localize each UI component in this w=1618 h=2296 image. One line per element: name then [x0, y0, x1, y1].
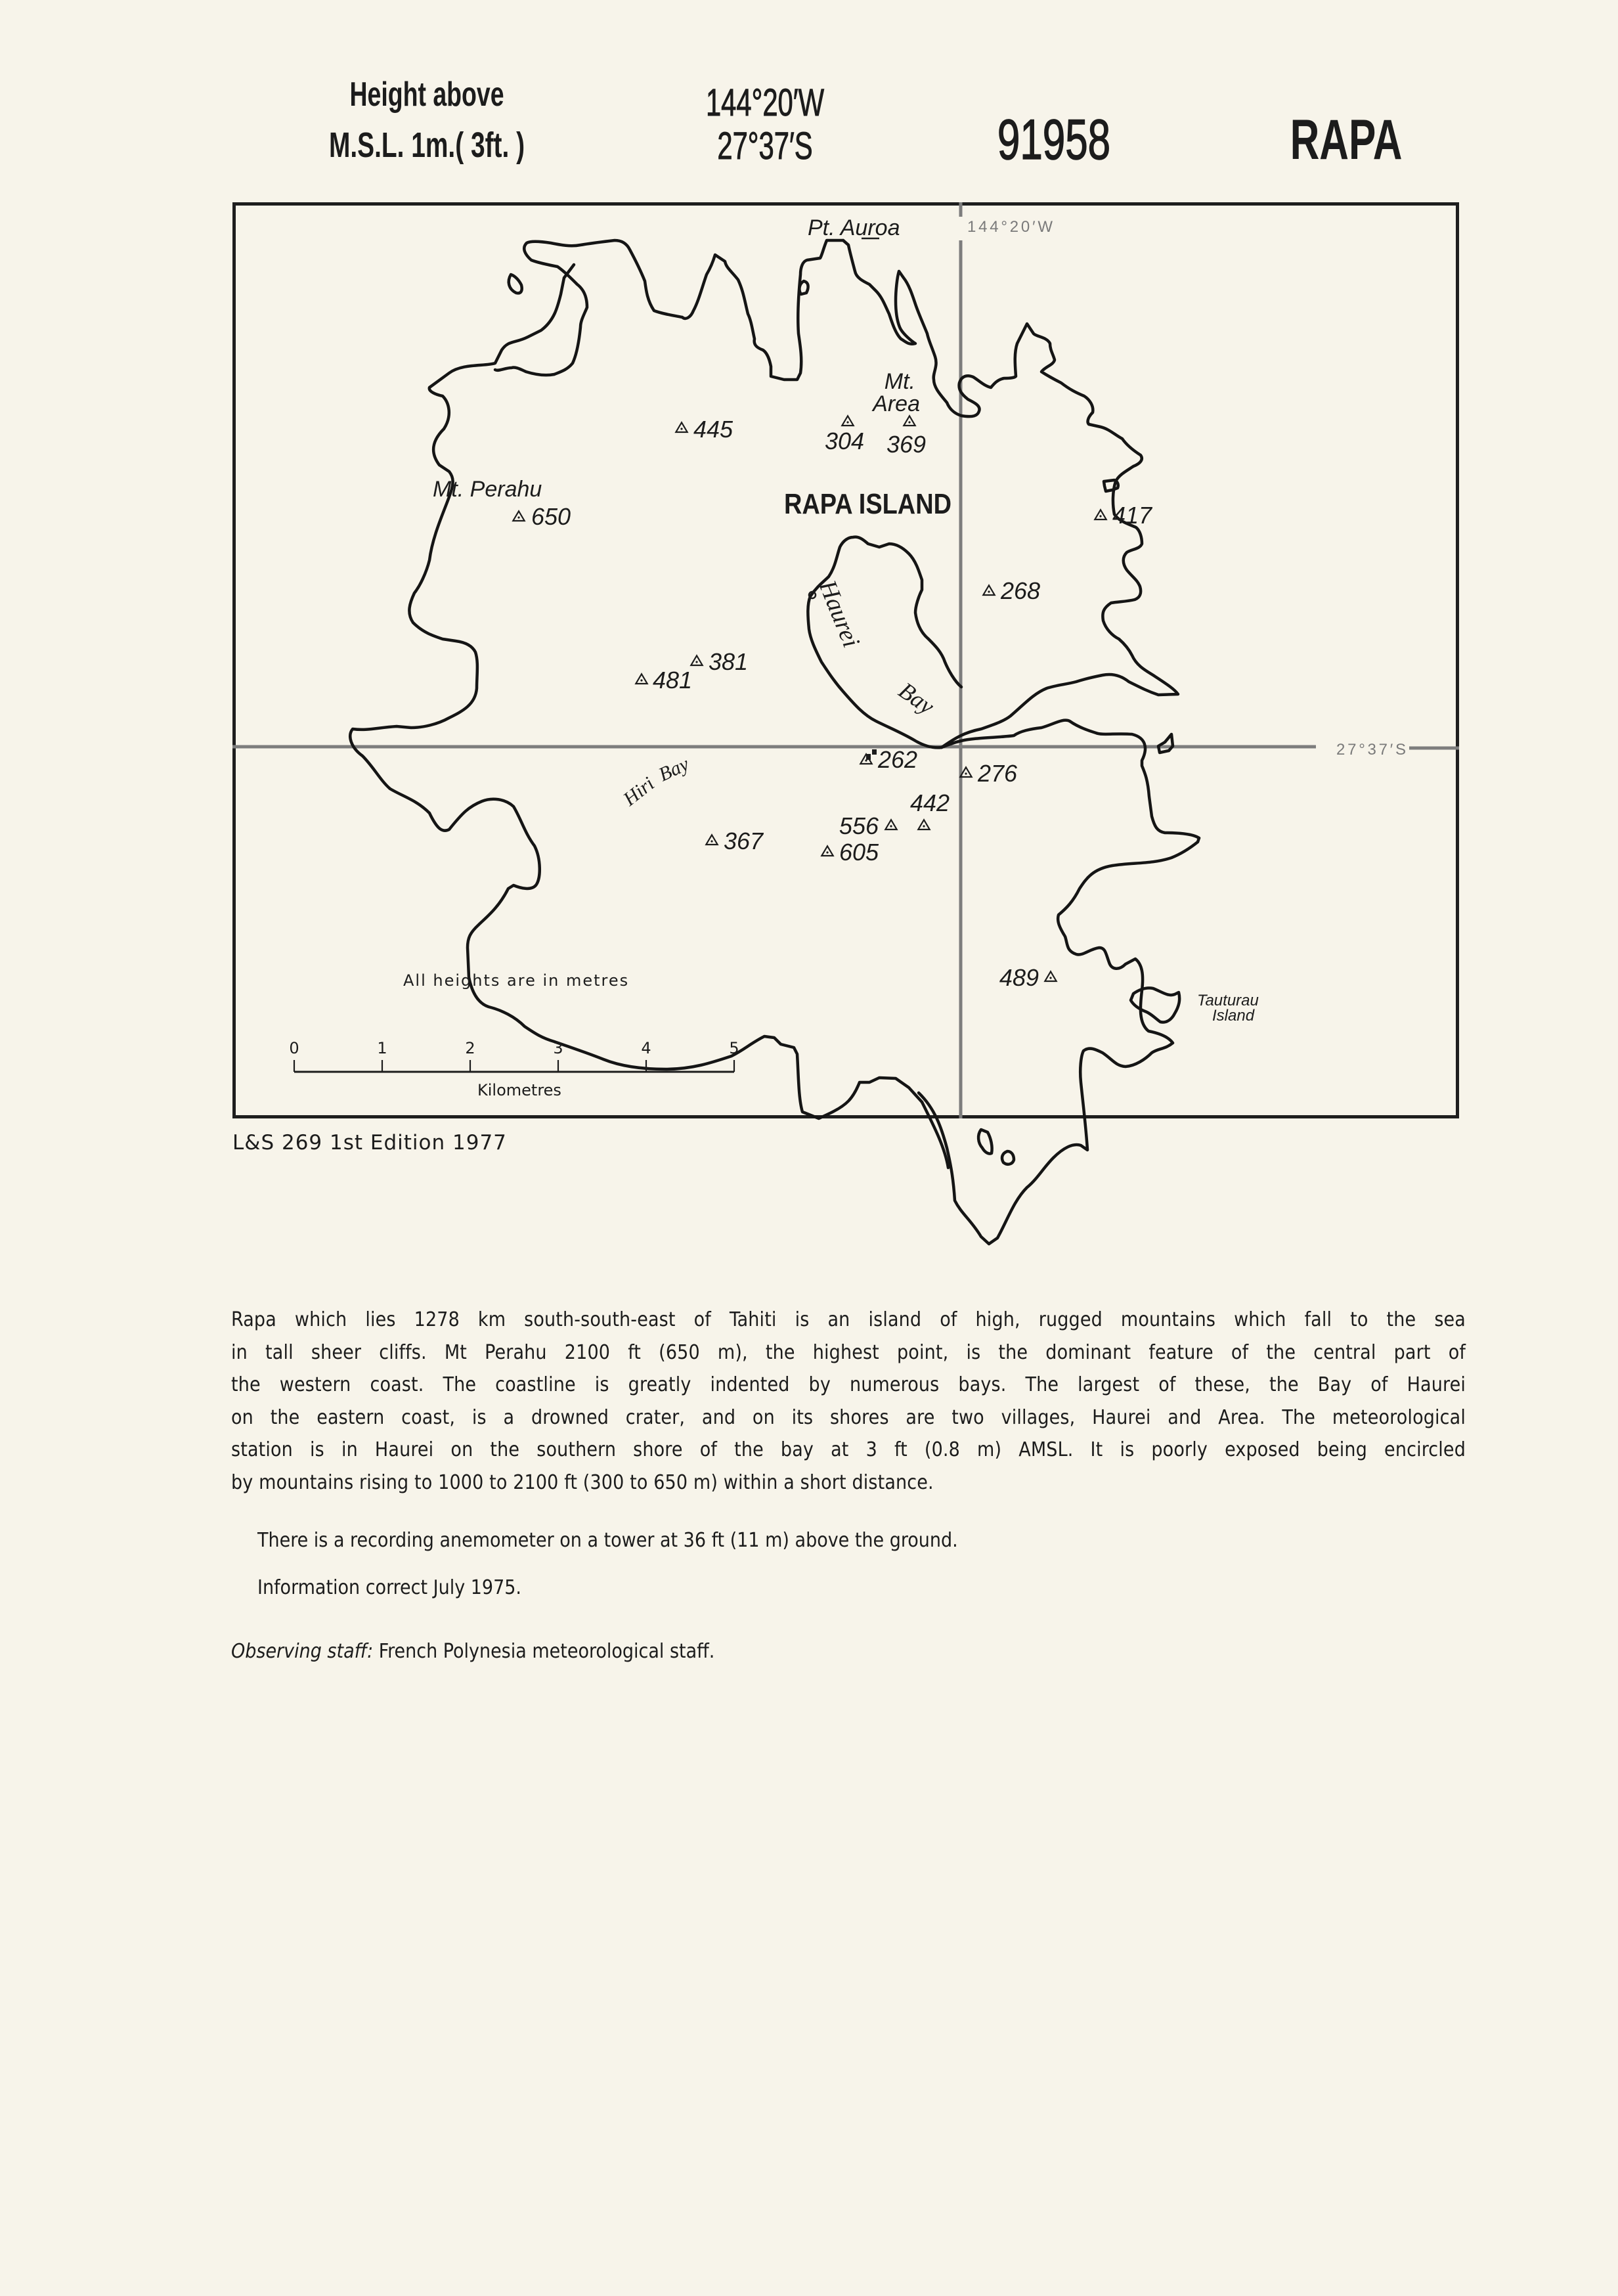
- scale-tick-label: 2: [465, 1039, 475, 1057]
- scale-tick-label: 5: [729, 1039, 739, 1057]
- islet-south-2: [1002, 1151, 1014, 1164]
- heights-note: All heights are in metres: [403, 971, 630, 990]
- description-paragraph: [231, 1304, 1466, 1499]
- station-latitude: 27°37′S: [717, 125, 813, 167]
- spot-height-dot: [1099, 515, 1101, 517]
- label-hiri-bay: Bay: [655, 753, 693, 786]
- spot-height-triangle-icon: [636, 674, 647, 684]
- spot-height-dot: [826, 851, 828, 853]
- information-date: Information correct July 1975.: [257, 1576, 521, 1599]
- scale-unit: Kilometres: [477, 1081, 561, 1099]
- scale-tick-label: 0: [289, 1039, 299, 1057]
- scale-tick-label: 4: [641, 1039, 651, 1057]
- spot-height-triangle-icon: [904, 416, 915, 426]
- description-line: the western coast. The coastline is greatly indented by numerous bays. The largest of these, the Bay of Haurei: [231, 1373, 1466, 1396]
- spot-height-dot: [680, 428, 682, 430]
- spot-height-label: 650: [531, 503, 571, 530]
- spot-height-dot: [517, 516, 519, 518]
- spot-height-label: 304: [825, 428, 865, 454]
- edition-note: L&S 269 1st Edition 1977: [232, 1131, 507, 1155]
- coastline-north: [495, 240, 843, 380]
- station-longitude: 144°20′W: [705, 81, 825, 124]
- observing-staff-value: French Polynesia meteorological staff.: [378, 1640, 715, 1663]
- spot-height-dot: [865, 759, 867, 761]
- observing-staff-label: Observing staff:: [231, 1640, 374, 1663]
- latitude-grid-label: 27°37′S: [1336, 741, 1406, 759]
- spot-height-dot: [846, 421, 848, 423]
- description-line: Rapa which lies 1278 km south-south-east of Tahiti is an island of high, rugged mountains which fall to the sea: [231, 1308, 1466, 1331]
- tauturau-island: [1131, 988, 1179, 1022]
- scale-tick-label: 3: [553, 1039, 563, 1057]
- msl-height-value: M.S.L. 1m.( 3ft. ): [328, 125, 525, 165]
- spot-height-triangle-icon: [918, 820, 929, 829]
- haurei-bay-shore: [808, 537, 961, 748]
- spot-height-triangle-icon: [691, 655, 702, 665]
- scale-tick-label: 1: [377, 1039, 387, 1057]
- spot-height-dot: [695, 661, 697, 663]
- spot-height-label: 445: [693, 416, 733, 443]
- observing-staff: [231, 1635, 1466, 1668]
- spot-height-triangle-icon: [513, 511, 524, 521]
- spot-height-triangle-icon: [885, 820, 896, 829]
- spot-height-label: 417: [1112, 502, 1152, 529]
- label-tauturau-island: Island: [1212, 1007, 1255, 1025]
- spot-height-dot: [640, 679, 642, 681]
- station-marker-2: [872, 749, 877, 755]
- spot-height-label: 268: [1001, 577, 1041, 604]
- spot-height-label: 605: [839, 839, 879, 866]
- spot-height-label: 262: [878, 746, 918, 773]
- island-map: [232, 202, 1459, 1118]
- spot-height-label: 481: [653, 667, 693, 694]
- station-number: 91958: [997, 108, 1111, 171]
- label-haurei-bay: Bay: [894, 676, 940, 720]
- label-haurei: Haurei: [813, 576, 865, 651]
- spot-height-dot: [890, 825, 892, 827]
- spot-height-triangle-icon: [1095, 510, 1106, 519]
- label-mt-perahu: Mt. Perahu: [433, 477, 542, 502]
- spot-height-dot: [908, 421, 910, 423]
- description-line: station is in Haurei on the southern shore of the bay at 3 ft (0.8 m) AMSL. It is poorly exposed being encircled: [231, 1438, 1466, 1461]
- spot-height-triangle-icon: [983, 585, 994, 595]
- islet-north-west: [509, 275, 522, 293]
- description-line: by mountains rising to 1000 to 2100 ft (300 to 650 m) within a short distance.: [231, 1470, 934, 1494]
- spot-height-label: 489: [999, 964, 1039, 991]
- longitude-grid-label: 144°20′W: [967, 218, 1053, 236]
- islet-north: [799, 281, 808, 294]
- spot-height-triangle-icon: [821, 846, 833, 856]
- spot-height-dot: [923, 825, 925, 827]
- label-mt-area-1: Mt.: [884, 369, 915, 394]
- label-mt-area-2: Area: [873, 391, 920, 416]
- coastline-main: [350, 265, 922, 1118]
- label-pt-auroa: Pt. Auroa: [808, 215, 900, 240]
- spot-height-label: 556: [839, 812, 879, 839]
- islet-latitude-east: [1158, 734, 1173, 753]
- spot-height-triangle-icon: [706, 835, 717, 845]
- description-line: in tall sheer cliffs. Mt Perahu 2100 ft (650 m), the highest point, is the dominant feature of the central part of: [231, 1340, 1466, 1364]
- spot-height-dot: [711, 840, 712, 842]
- spot-height-triangle-icon: [842, 416, 853, 426]
- spot-height-label: 442: [910, 789, 950, 816]
- scale-bar: [289, 1039, 739, 1072]
- description-line: on the eastern coast, is a drowned crater, and on its shores are two villages, Haurei and Area. The meteorological: [231, 1405, 1466, 1429]
- spot-height-dot: [965, 772, 967, 774]
- height-above-label: Height above: [349, 76, 504, 114]
- spot-height-label: 367: [724, 828, 764, 854]
- spot-height-label: 276: [978, 760, 1018, 787]
- spot-height-dot: [1049, 977, 1051, 979]
- spot-height-label: 369: [886, 431, 927, 458]
- label-tauturau: Tauturau: [1197, 992, 1259, 1009]
- label-rapa-island: RAPA ISLAND: [784, 488, 951, 520]
- spot-height-triangle-icon: [1045, 971, 1056, 981]
- station-name: RAPA: [1290, 108, 1403, 171]
- anemometer-note: There is a recording anemometer on a tower at 36 ft (11 m) above the ground.: [257, 1529, 958, 1552]
- label-hiri: Hiri: [619, 772, 659, 810]
- spot-height-label: 381: [709, 648, 749, 675]
- spot-height-dot: [988, 590, 990, 592]
- islet-south-1: [978, 1130, 992, 1154]
- spot-height-triangle-icon: [676, 422, 687, 432]
